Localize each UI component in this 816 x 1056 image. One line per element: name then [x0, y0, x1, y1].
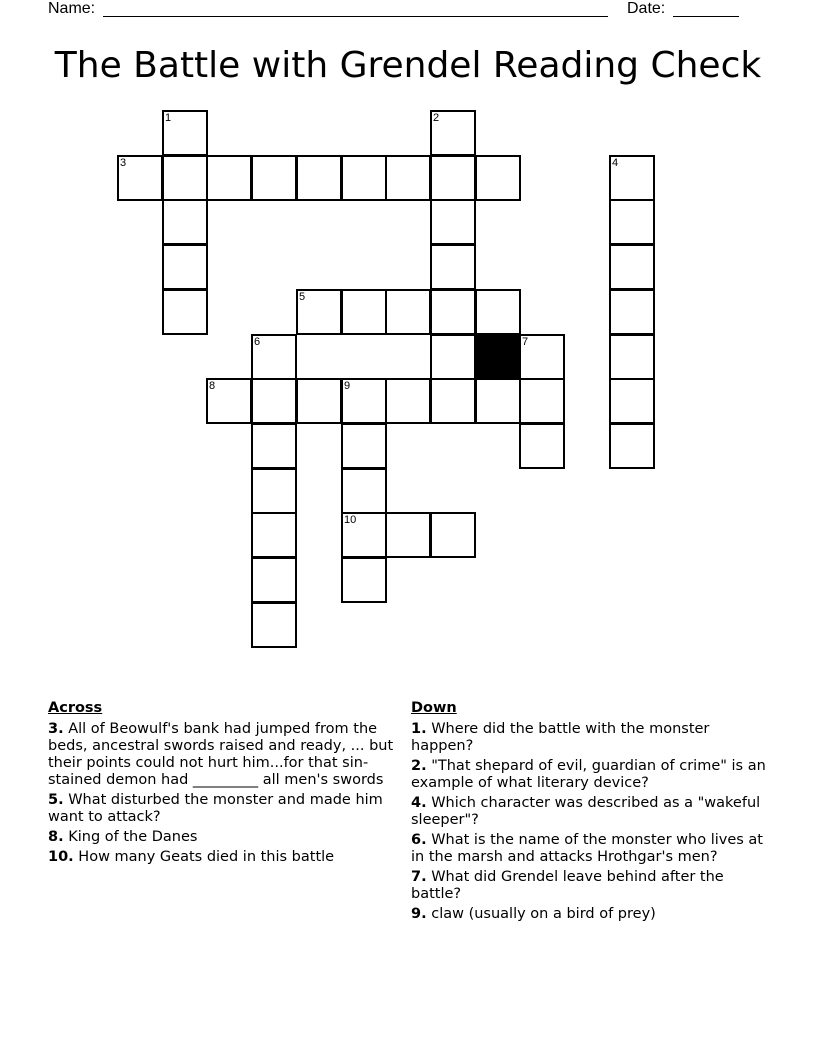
grid-cell[interactable] — [341, 557, 387, 603]
cell-number: 1 — [165, 112, 172, 124]
clue-text: King of the Danes — [68, 829, 198, 845]
grid-cell[interactable] — [251, 334, 297, 380]
clue-number: 8. — [48, 829, 64, 845]
clue-across-10 — [48, 849, 400, 866]
grid-cell[interactable] — [430, 512, 476, 558]
grid-cell[interactable] — [162, 244, 208, 290]
clue-number: 4. — [411, 795, 427, 811]
grid-cell[interactable] — [251, 155, 297, 201]
across-heading: Across — [48, 700, 103, 716]
cell-number: 9 — [344, 380, 351, 392]
grid-cell[interactable] — [385, 155, 431, 201]
grid-cell[interactable] — [296, 378, 342, 424]
cell-number: 2 — [433, 112, 440, 124]
grid-cell[interactable] — [206, 378, 252, 424]
clue-number: 1. — [411, 721, 427, 737]
grid-cell[interactable] — [609, 423, 655, 469]
clue-text: claw (usually on a bird of prey) — [431, 906, 656, 922]
grid-cell[interactable] — [609, 289, 655, 335]
grid-cell[interactable] — [341, 423, 387, 469]
clue-text: All of Beowulf's bank had jumped from the beds, ancestral swords raised and ready, ... but their points could not hurt him...for that sin-stained demon had _________ all men's swords — [48, 721, 394, 788]
grid-cell[interactable] — [385, 289, 431, 335]
cell-number: 6 — [254, 336, 261, 348]
grid-cell[interactable] — [385, 512, 431, 558]
grid-cell[interactable] — [430, 334, 476, 380]
grid-cell[interactable] — [296, 155, 342, 201]
grid-cell[interactable] — [609, 378, 655, 424]
grid-cell[interactable] — [519, 378, 565, 424]
grid-cell[interactable] — [609, 334, 655, 380]
clue-down-6 — [411, 832, 775, 866]
grid-cell[interactable] — [206, 155, 252, 201]
grid-cell[interactable] — [430, 244, 476, 290]
clue-across-5 — [48, 792, 400, 826]
clue-text: What disturbed the monster and made him want to attack? — [48, 792, 383, 825]
grid-cell[interactable] — [341, 378, 387, 424]
down-clues — [411, 700, 775, 926]
grid-cell[interactable] — [296, 289, 342, 335]
cell-number: 7 — [522, 336, 529, 348]
grid-cell[interactable] — [430, 289, 476, 335]
grid-cell[interactable] — [341, 155, 387, 201]
clue-number: 2. — [411, 758, 427, 774]
grid-cell[interactable] — [341, 289, 387, 335]
clue-text: What did Grendel leave behind after the battle? — [411, 869, 724, 902]
clue-text: Where did the battle with the monster happen? — [411, 721, 710, 754]
clue-down-4 — [411, 795, 775, 829]
clue-text: How many Geats died in this battle — [78, 849, 335, 865]
date-label: Date: — [627, 0, 666, 17]
cell-number: 5 — [299, 291, 306, 303]
clue-down-2 — [411, 758, 775, 792]
clue-number: 10. — [48, 849, 74, 865]
grid-cell[interactable] — [609, 199, 655, 245]
grid-cell[interactable] — [251, 512, 297, 558]
clue-number: 3. — [48, 721, 64, 737]
grid-cell[interactable] — [341, 512, 387, 558]
black-cell — [475, 334, 521, 380]
grid-cell[interactable] — [430, 378, 476, 424]
clue-across-8 — [48, 829, 400, 846]
clue-text: Which character was described as a "wakeful sleeper"? — [411, 795, 761, 828]
grid-cell[interactable] — [475, 289, 521, 335]
across-clues — [48, 700, 400, 869]
clue-number: 7. — [411, 869, 427, 885]
grid-cell[interactable] — [341, 468, 387, 514]
cell-number: 4 — [612, 157, 619, 169]
clue-number: 6. — [411, 832, 427, 848]
grid-cell[interactable] — [162, 110, 208, 156]
cell-number: 3 — [120, 157, 127, 169]
clue-down-1 — [411, 721, 775, 755]
grid-cell[interactable] — [430, 110, 476, 156]
grid-cell[interactable] — [475, 378, 521, 424]
grid-cell[interactable] — [475, 155, 521, 201]
down-heading: Down — [411, 700, 457, 716]
name-label: Name: — [48, 0, 96, 17]
grid-cell[interactable] — [609, 244, 655, 290]
clue-down-7 — [411, 869, 775, 903]
grid-cell[interactable] — [609, 155, 655, 201]
clue-text: "That shepard of evil, guardian of crime" is an example of what literary device? — [411, 758, 766, 791]
clue-number: 5. — [48, 792, 64, 808]
grid-cell[interactable] — [519, 423, 565, 469]
grid-cell[interactable] — [251, 378, 297, 424]
grid-cell[interactable] — [251, 602, 297, 648]
grid-cell[interactable] — [251, 423, 297, 469]
grid-cell[interactable] — [251, 468, 297, 514]
cell-number: 8 — [209, 380, 216, 392]
grid-cell[interactable] — [385, 378, 431, 424]
grid-cell[interactable] — [162, 289, 208, 335]
clue-text: What is the name of the monster who lives at in the marsh and attacks Hrothgar's men? — [411, 832, 763, 865]
page-title: The Battle with Grendel Reading Check — [54, 45, 762, 86]
grid-cell[interactable] — [251, 557, 297, 603]
clue-number: 9. — [411, 906, 427, 922]
cell-number: 10 — [344, 514, 357, 526]
grid-cell[interactable] — [162, 155, 208, 201]
grid-cell[interactable] — [162, 199, 208, 245]
grid-cell[interactable] — [117, 155, 163, 201]
clue-across-3 — [48, 721, 400, 789]
grid-cell[interactable] — [519, 334, 565, 380]
grid-cell[interactable] — [430, 155, 476, 201]
clue-down-9 — [411, 906, 775, 923]
grid-cell[interactable] — [430, 199, 476, 245]
